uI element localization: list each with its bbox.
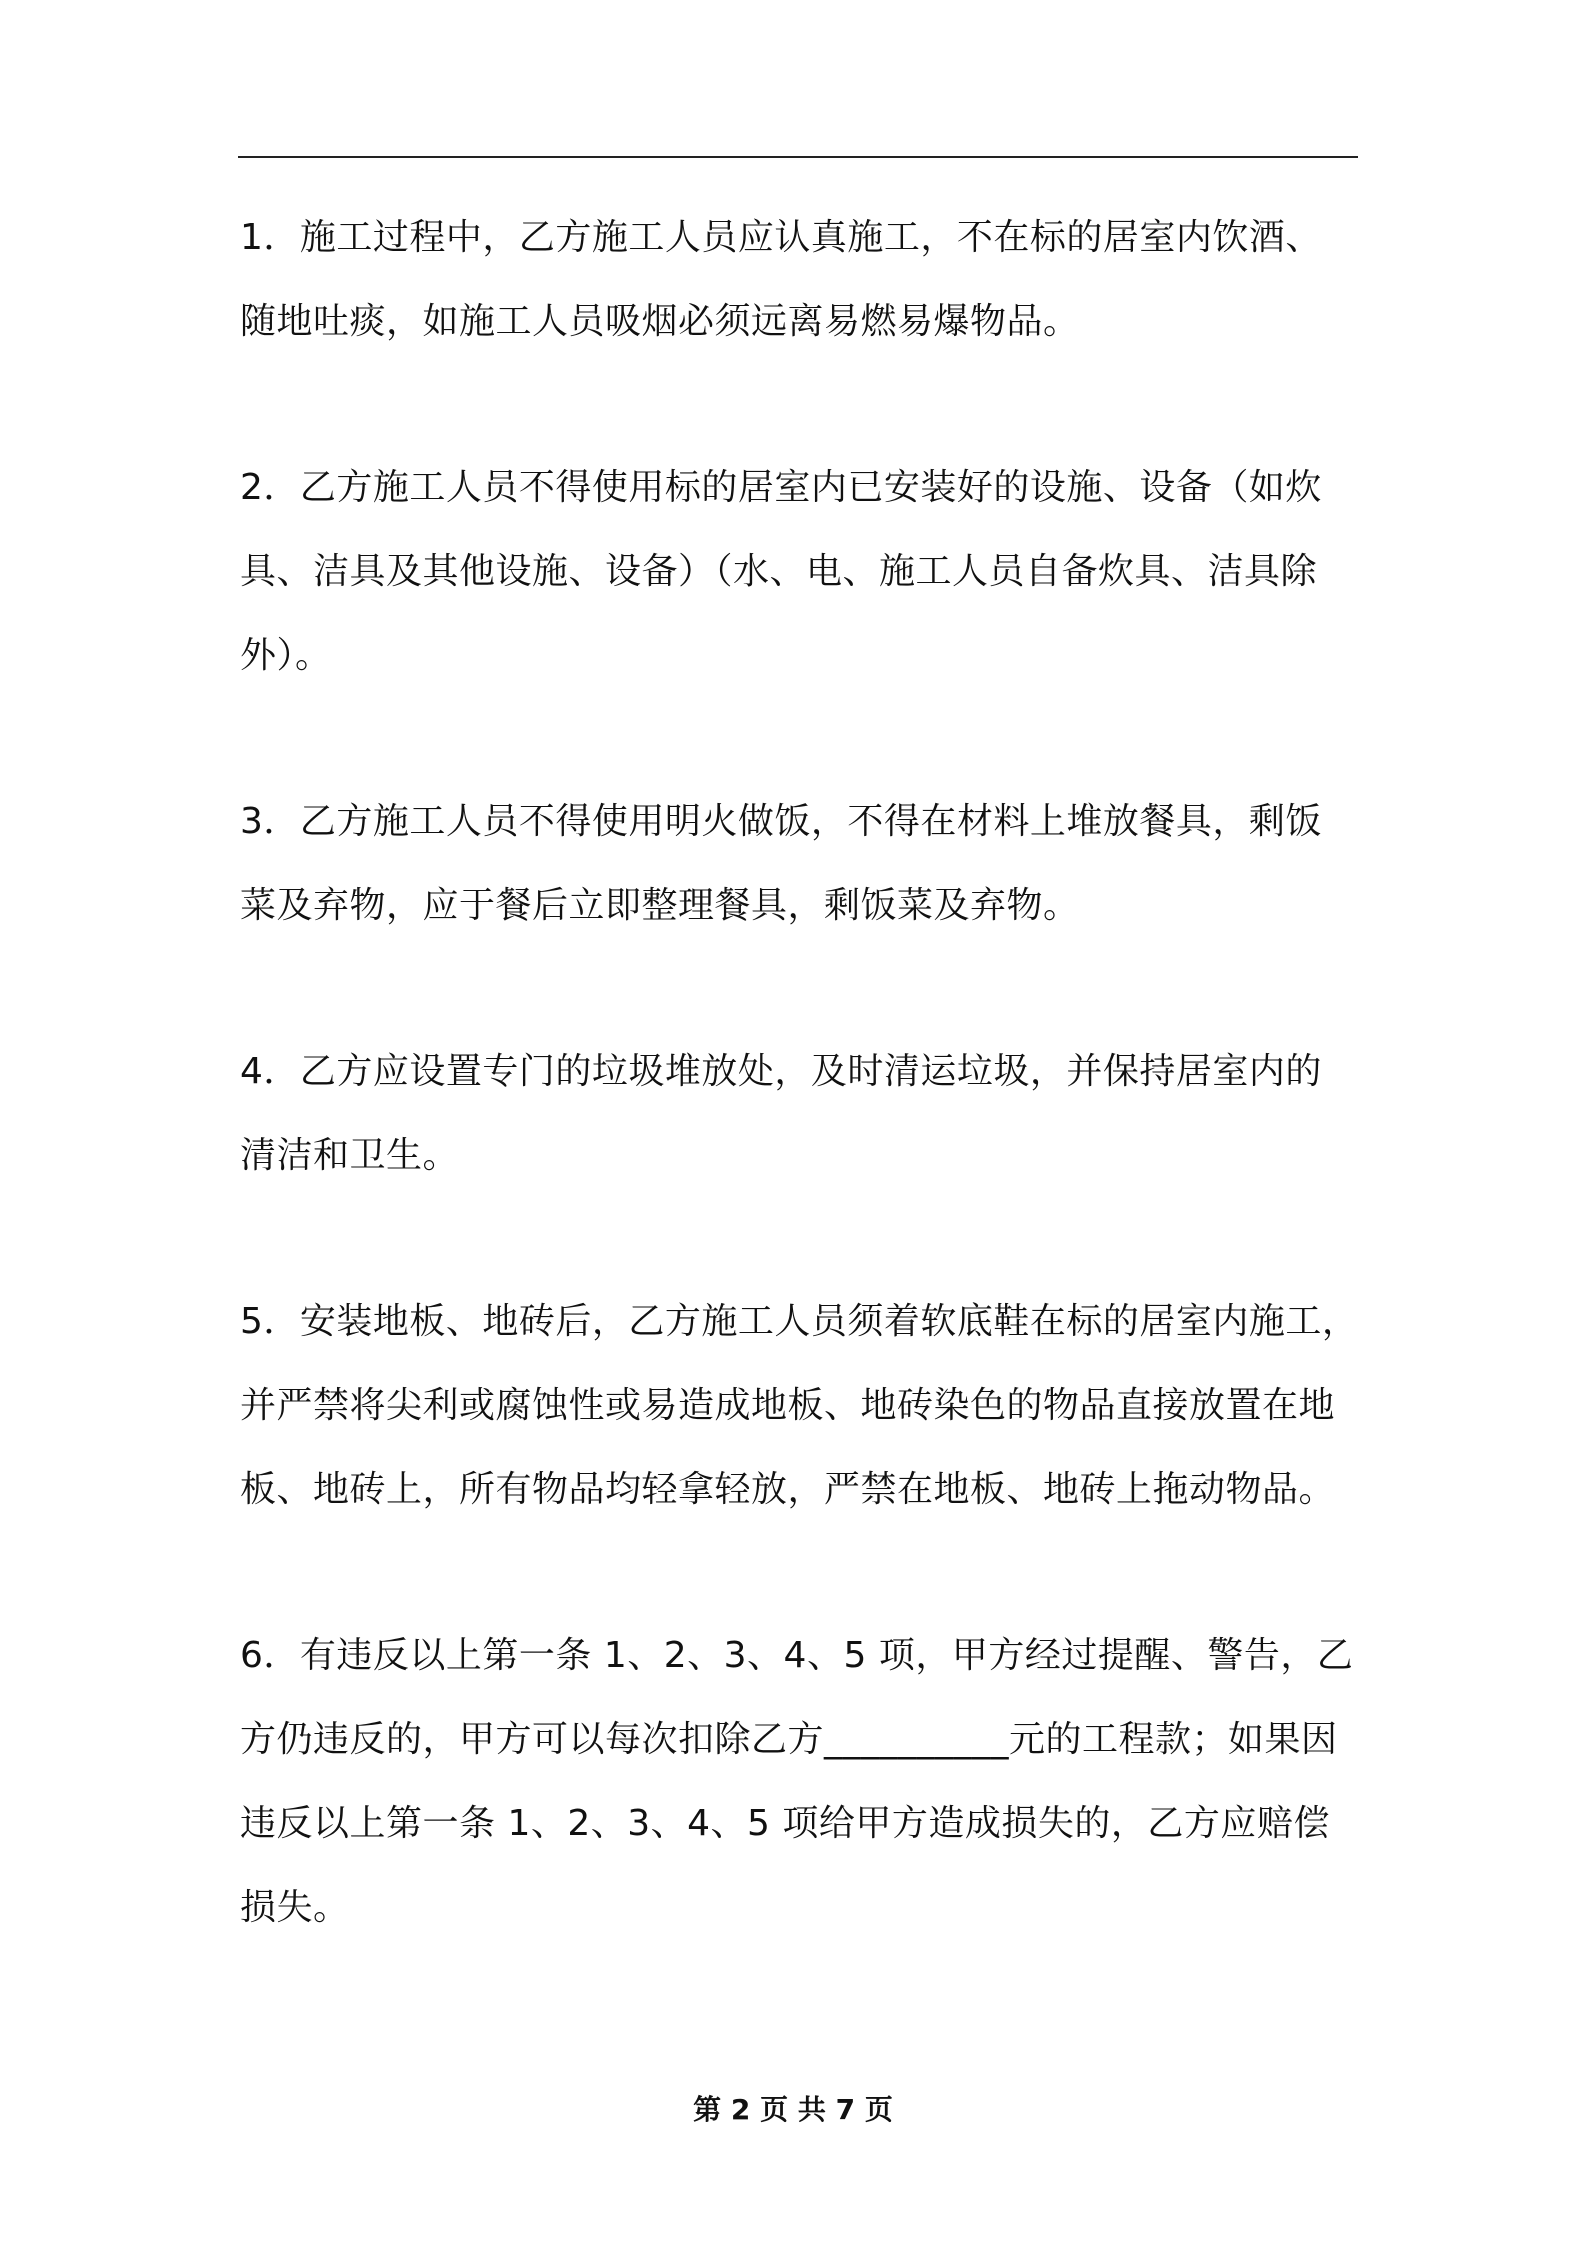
document-body <box>240 196 1365 2032</box>
text-line: 6．有违反以上第一条 1、2、3、4、5 项，甲方经过提醒、警告，乙 <box>240 1635 1354 1676</box>
clause-3 <box>240 780 1365 948</box>
page-number: 第 2 页 共 7 页 <box>693 2093 893 2126</box>
text-line: 损失。 <box>240 1887 350 1928</box>
text-line: 菜及弃物，应于餐后立即整理餐具，剩饭菜及弃物。 <box>240 885 1080 926</box>
text-line: 违反以上第一条 1、2、3、4、5 项给甲方造成损失的，乙方应赔偿 <box>240 1803 1330 1844</box>
text-line: 3．乙方施工人员不得使用明火做饭，不得在材料上堆放餐具，剩饭 <box>240 801 1322 842</box>
text-line: 随地吐痰，如施工人员吸烟必须远离易燃易爆物品。 <box>240 301 1080 342</box>
text-line: 5．安装地板、地砖后，乙方施工人员须着软底鞋在标的居室内施工， <box>240 1301 1359 1342</box>
text-line: 4．乙方应设置专门的垃圾堆放处，及时清运垃圾，并保持居室内的 <box>240 1051 1322 1092</box>
text-line: 2．乙方施工人员不得使用标的居室内已安装好的设施、设备（如炊 <box>240 467 1322 508</box>
clause-5 <box>240 1280 1365 1532</box>
clause-2 <box>240 446 1365 698</box>
header-rule <box>238 156 1358 158</box>
text-line: 外）。 <box>240 635 332 676</box>
text-line: 清洁和卫生。 <box>240 1135 460 1176</box>
text-line: 并严禁将尖利或腐蚀性或易造成地板、地砖染色的物品直接放置在地 <box>240 1385 1336 1426</box>
clause-4 <box>240 1030 1365 1198</box>
text-line: 1．施工过程中，乙方施工人员应认真施工，不在标的居室内饮酒、 <box>240 217 1322 258</box>
clause-6 <box>240 1614 1365 1950</box>
text-line: 板、地砖上，所有物品均轻拿轻放，严禁在地板、地砖上拖动物品。 <box>240 1469 1336 1510</box>
clause-1 <box>240 196 1365 364</box>
text-line: 方仍违反的，甲方可以每次扣除乙方__________元的工程款；如果因 <box>240 1719 1338 1760</box>
text-line: 具、洁具及其他设施、设备）（水、电、施工人员自备炊具、洁具除 <box>240 551 1318 592</box>
